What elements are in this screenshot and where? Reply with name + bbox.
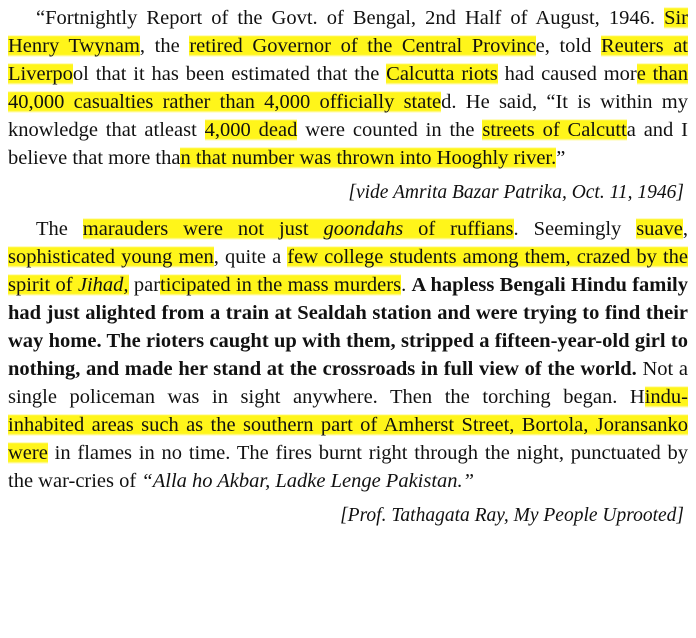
text-run: were counted in the (297, 119, 483, 142)
text-run: Not a single policeman was in sight anywhere. Then the torching began. H (8, 358, 688, 409)
citation-my-people-uprooted: [Prof. Tathagata Ray, My People Uprooted] (340, 504, 684, 526)
highlighted-text: streets of Calcutt (482, 119, 627, 142)
text-run: , quite a (213, 245, 288, 268)
paragraph-report-quote (8, 4, 688, 173)
text-run: ol that it has been estimated that the (72, 63, 387, 86)
highlighted-text: Reuters at Liverpo (8, 35, 689, 86)
text-run: a and I believe that more tha (8, 119, 688, 170)
text-run: e, told (535, 35, 601, 58)
text-run: . (401, 273, 412, 296)
italic-text: “Alla ho Akbar, Ladke Lenge Pakistan.” (141, 470, 475, 493)
text-run: , the (139, 35, 190, 58)
text-run: The (36, 217, 83, 240)
highlighted-text: indu-inhabited areas such as the southern part of Amherst Street, Bortola, Joransanko were (8, 386, 688, 465)
highlighted-text: goondahs (323, 217, 404, 240)
highlighted-text: Calcutta riots (386, 63, 498, 86)
highlighted-text: sophisticated young men (8, 245, 214, 268)
text-run: d. He said, “It is within my knowledge that atleast (8, 91, 689, 142)
highlighted-text: suave (636, 217, 683, 240)
highlighted-text: n that number was thrown into Hooghly river. (180, 147, 557, 170)
text-run: par (128, 273, 161, 296)
highlighted-text: marauders were not just (82, 217, 324, 240)
text-run: . Seemingly (513, 217, 637, 240)
highlighted-text: 4,000 dead (204, 119, 298, 142)
highlighted-text: e than 40,000 casualties rather than 4,000 officially state (8, 63, 688, 114)
text-run: , (682, 217, 688, 240)
text-run: “Fortnightly Report of the Govt. of Bengal, 2nd Half of August, 1946. (36, 7, 665, 29)
highlighted-text: of ruffians (403, 217, 514, 240)
text-run: ” (556, 147, 566, 170)
highlighted-text: retired Governor of the Central Provinc (189, 35, 536, 58)
highlighted-text: Jihad, (77, 273, 129, 296)
citation-amrita-bazar-patrika: [vide Amrita Bazar Patrika, Oct. 11, 1946] (348, 181, 684, 203)
highlighted-text: few college students among them, crazed by the spirit of (8, 245, 688, 296)
highlighted-text: Sir Henry Twynam (8, 7, 688, 58)
paragraph-riot-account (8, 215, 688, 496)
text-run: had caused mor (497, 63, 637, 86)
highlighted-text: ticipated in the mass murders (160, 273, 402, 296)
text-run: in flames in no time. The fires burnt right through the night, punctuated by the war-cries of (8, 442, 688, 493)
bold-text: A hapless Bengali Hindu family had just alighted from a train at Sealdah station and were trying to find their way home. The rioters caught up with them, stripped a fifteen-year-old girl to nothing, and made her stand at the crossroads in full view of the world. (8, 273, 688, 381)
